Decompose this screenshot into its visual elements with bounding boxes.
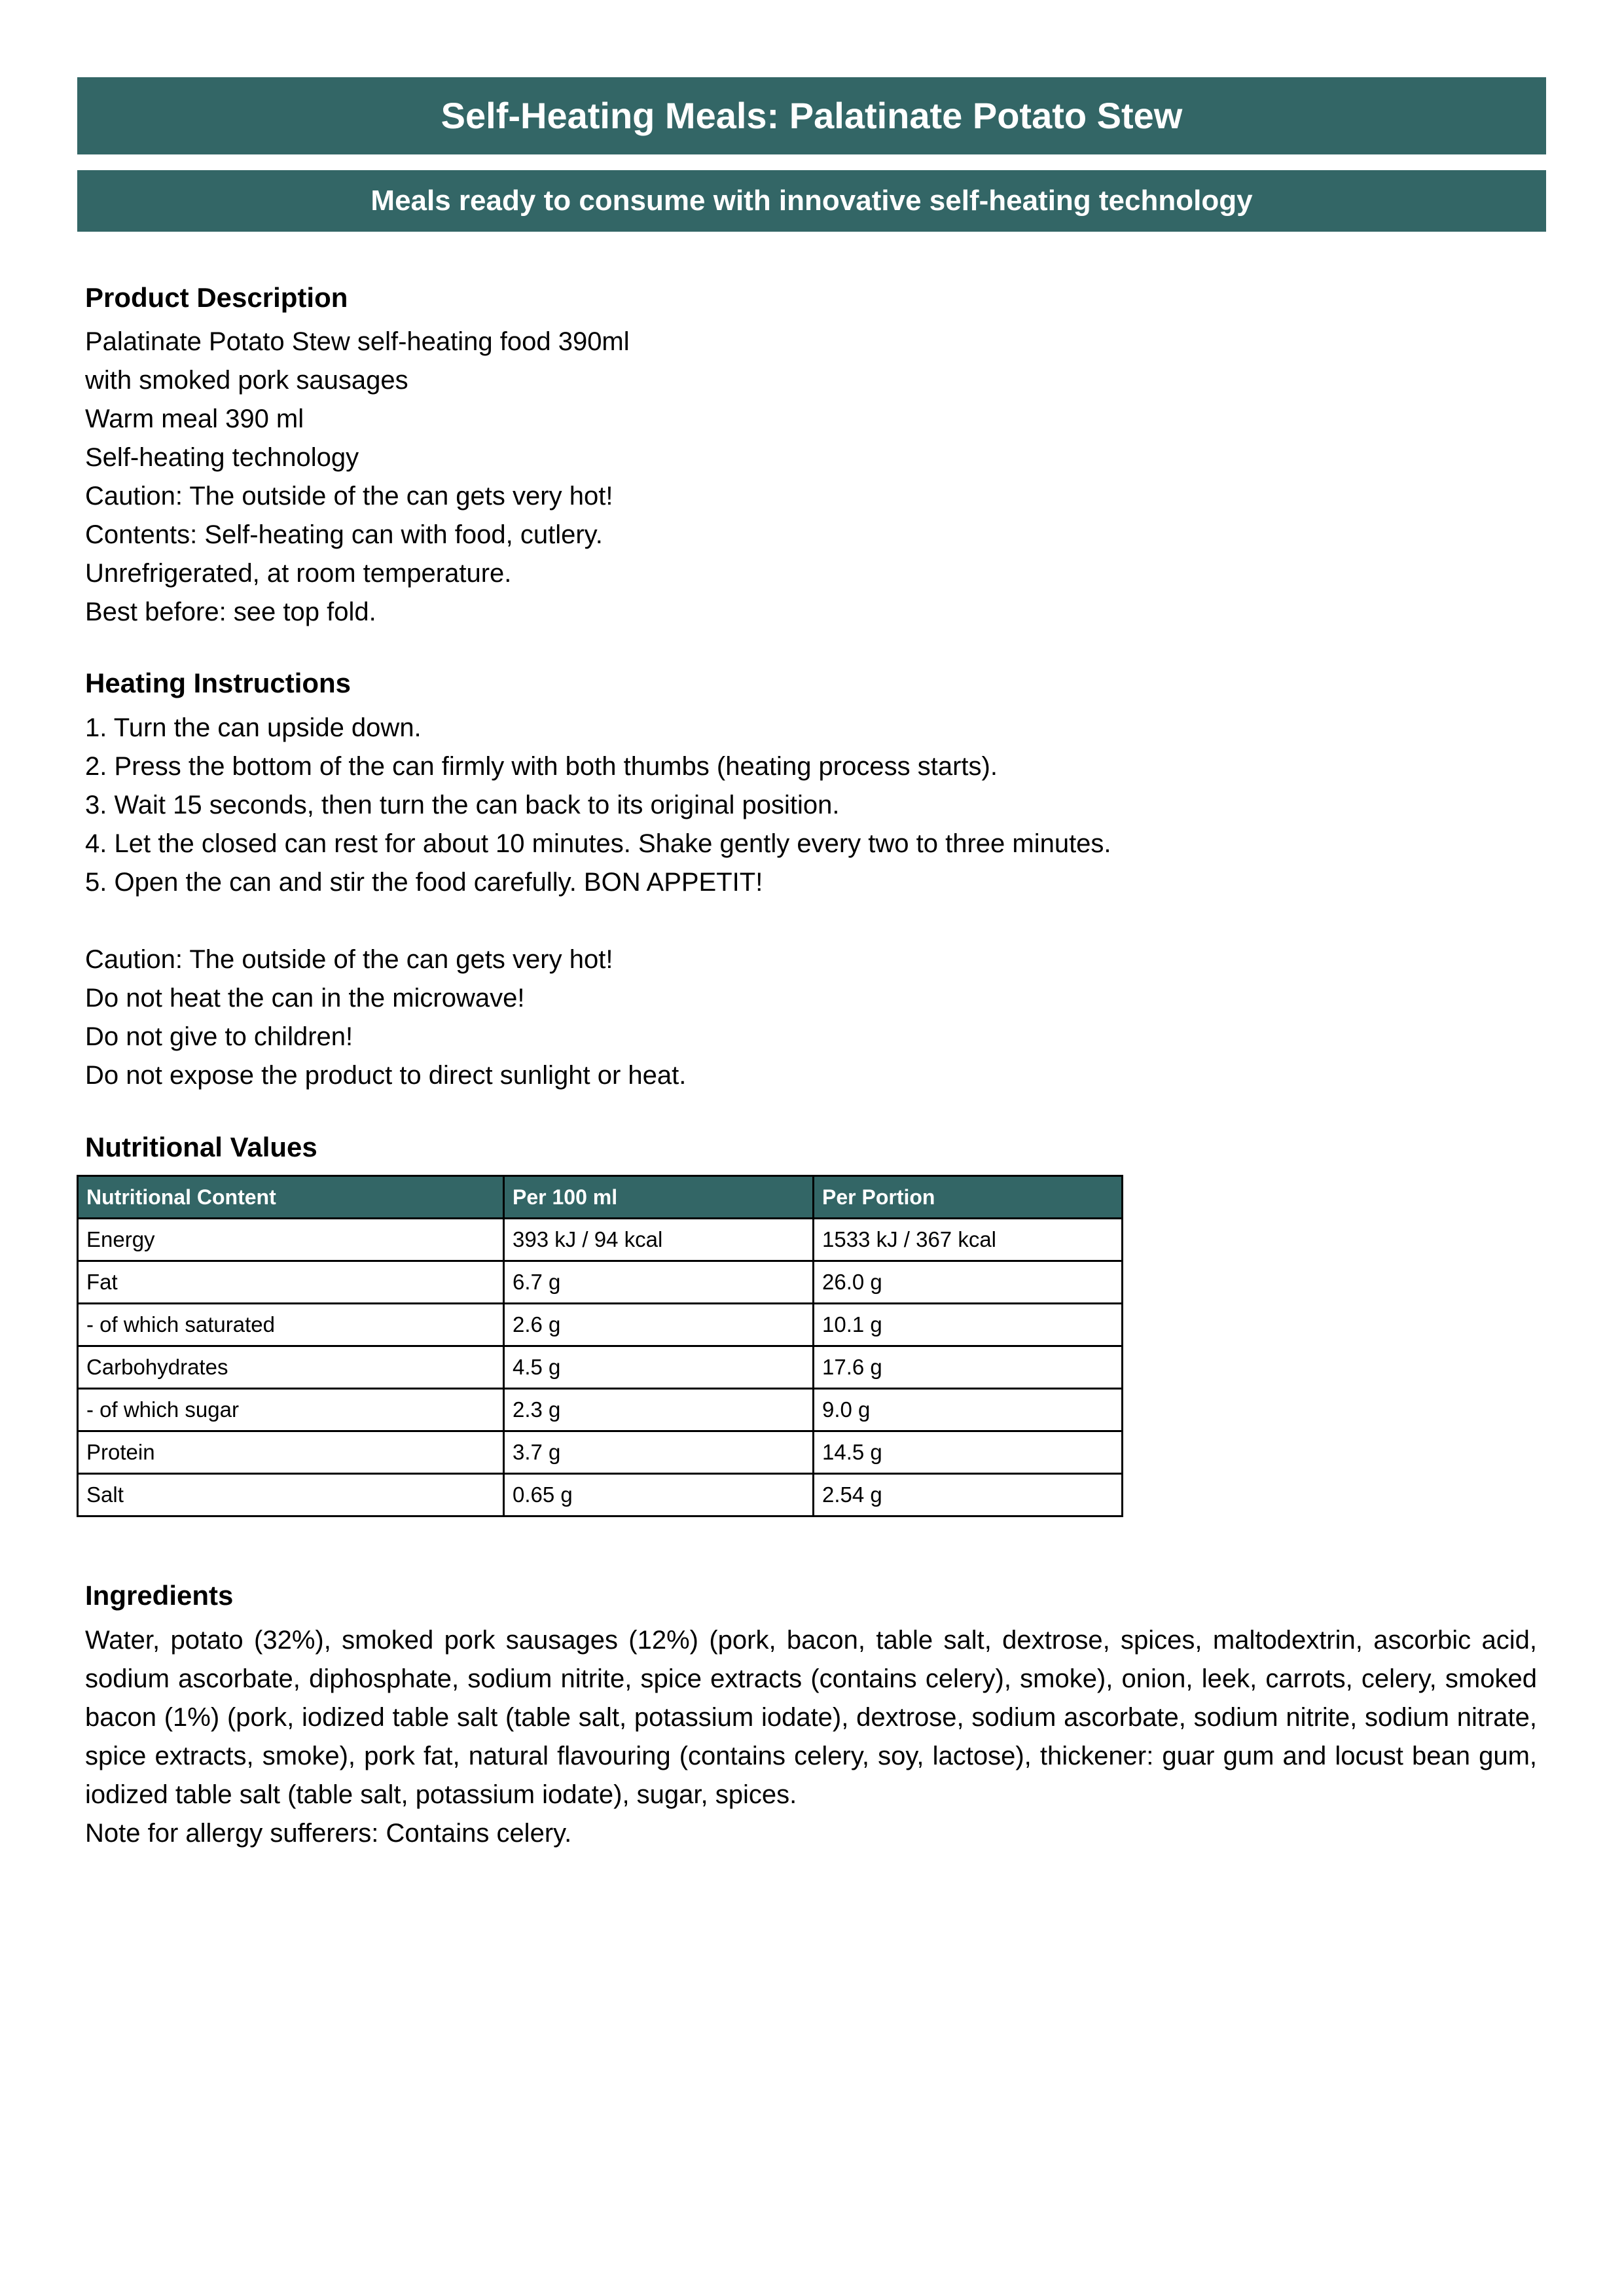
nutrition-table xyxy=(77,1175,1123,1517)
per-portion-value: 26.0 g xyxy=(814,1261,1123,1304)
product-description-body xyxy=(85,323,1537,632)
heating-steps-list xyxy=(85,709,1537,1095)
description-line: Contents: Self-heating can with food, cutlery. xyxy=(85,520,603,549)
ingredients-body xyxy=(85,1621,1537,1853)
warning-line: Do not expose the product to direct sunlight or heat. xyxy=(85,1061,687,1090)
description-line: Palatinate Potato Stew self-heating food 390ml xyxy=(85,327,630,356)
nutrient-name: Carbohydrates xyxy=(78,1346,504,1389)
warning-line: Caution: The outside of the can gets very hot! xyxy=(85,945,613,974)
blank-line xyxy=(85,902,1537,941)
description-line: Unrefrigerated, at room temperature. xyxy=(85,559,512,588)
heating-step: 2. Press the bottom of the can firmly with both thumbs (heating process starts). xyxy=(85,752,998,781)
per-portion-value: 9.0 g xyxy=(814,1389,1123,1431)
column-header-nutritional-content: Nutritional Content xyxy=(78,1176,504,1219)
per-portion-value: 2.54 g xyxy=(814,1474,1123,1516)
per-portion-value: 14.5 g xyxy=(814,1431,1123,1474)
nutrient-name: - of which saturated xyxy=(78,1304,504,1346)
allergy-note: Note for allergy sufferers: Contains celery. xyxy=(85,1819,572,1848)
heating-step: 5. Open the can and stir the food carefully. BON APPETIT! xyxy=(85,868,763,897)
per-100ml-value: 2.3 g xyxy=(504,1389,814,1431)
column-header-per-100ml: Per 100 ml xyxy=(504,1176,814,1219)
heating-step: 3. Wait 15 seconds, then turn the can back to its original position. xyxy=(85,791,840,819)
table-header-row xyxy=(78,1176,1123,1219)
heating-instructions-heading: Heating Instructions xyxy=(85,668,352,698)
per-100ml-value: 393 kJ / 94 kcal xyxy=(504,1219,814,1261)
description-line: Caution: The outside of the can gets very hot! xyxy=(85,482,613,511)
warning-line: Do not heat the can in the microwave! xyxy=(85,984,525,1013)
description-line: with smoked pork sausages xyxy=(85,366,408,395)
ingredients-heading: Ingredients xyxy=(85,1580,234,1611)
subtitle-band xyxy=(77,170,1546,232)
page-title: Self-Heating Meals: Palatinate Potato Stew xyxy=(441,95,1183,136)
per-100ml-value: 4.5 g xyxy=(504,1346,814,1389)
description-line: Best before: see top fold. xyxy=(85,598,376,626)
nutrient-name: - of which sugar xyxy=(78,1389,504,1431)
per-100ml-value: 0.65 g xyxy=(504,1474,814,1516)
table-row xyxy=(78,1474,1123,1516)
nutrient-name: Energy xyxy=(78,1219,504,1261)
per-100ml-value: 2.6 g xyxy=(504,1304,814,1346)
per-portion-value: 1533 kJ / 367 kcal xyxy=(814,1219,1123,1261)
nutrient-name: Protein xyxy=(78,1431,504,1474)
description-line: Warm meal 390 ml xyxy=(85,404,304,433)
nutrient-name: Fat xyxy=(78,1261,504,1304)
table-row xyxy=(78,1261,1123,1304)
per-100ml-value: 3.7 g xyxy=(504,1431,814,1474)
table-row xyxy=(78,1389,1123,1431)
per-100ml-value: 6.7 g xyxy=(504,1261,814,1304)
ingredients-text: Water, potato (32%), smoked pork sausages (12%) (pork, bacon, table salt, dextrose, spices, maltodextrin, ascorbic acid, sodium ascorbate, diphosphate, sodium nitrite, spice extracts (contains celery), smoke), onion, leek, carrots, celery, smoked bacon (1%) (pork, iodized table salt (table salt, potassium iodate), dextrose, sodium ascorbate, sodium nitrite, sodium nitrate, spice extracts, smoke), pork fat, natural flavouring (contains celery, soy, lactose), thickener: guar gum and locust bean gum, iodized table salt (table salt, potassium iodate), sugar, spices. xyxy=(85,1626,1537,1809)
product-description-heading: Product Description xyxy=(85,282,348,313)
per-portion-value: 10.1 g xyxy=(814,1304,1123,1346)
table-row xyxy=(78,1219,1123,1261)
warning-line: Do not give to children! xyxy=(85,1022,353,1051)
nutrient-name: Salt xyxy=(78,1474,504,1516)
table-row xyxy=(78,1304,1123,1346)
page-subtitle: Meals ready to consume with innovative self-heating technology xyxy=(370,185,1253,217)
column-header-per-portion: Per Portion xyxy=(814,1176,1123,1219)
table-row xyxy=(78,1346,1123,1389)
description-line: Self-heating technology xyxy=(85,443,359,472)
page-title-band xyxy=(77,77,1546,154)
heating-step: 1. Turn the can upside down. xyxy=(85,713,422,742)
table-row xyxy=(78,1431,1123,1474)
heating-step: 4. Let the closed can rest for about 10 minutes. Shake gently every two to three minutes. xyxy=(85,829,1111,858)
nutritional-values-heading: Nutritional Values xyxy=(85,1132,317,1162)
per-portion-value: 17.6 g xyxy=(814,1346,1123,1389)
